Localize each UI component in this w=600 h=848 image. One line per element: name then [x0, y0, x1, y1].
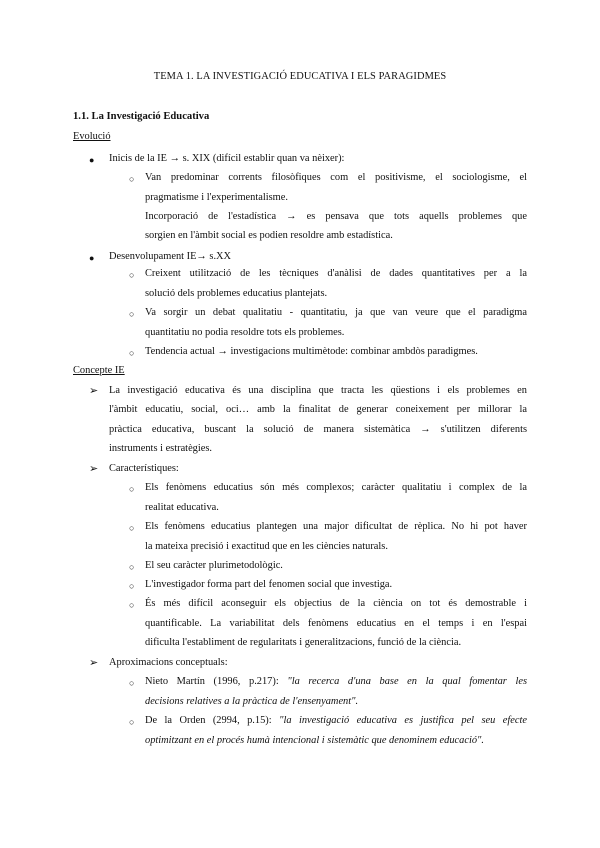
- text-line: pràctica educativa, buscant la solució de manera sistemàtica → s'utilitzen diferents: [109, 424, 527, 435]
- text-line: quantitatiu no podia resoldre tots els problemes.: [145, 327, 345, 338]
- section-heading: 1.1. La Investigació Educativa: [73, 111, 210, 122]
- list-item: Desenvolupament IE→ s.XX: [109, 251, 232, 262]
- evolucio-heading: Evolució: [73, 131, 111, 142]
- text-line: Incorporació de l'estadística → es pensava que tots aquells problemes que: [145, 211, 527, 222]
- text-line: dificulta l'establiment de regularitats i generalitzacions, funció de la ciència.: [145, 637, 462, 648]
- text-line: La investigació educativa és una disciplina que tracta les qüestions i els problemes en: [109, 385, 527, 396]
- text-line: Va sorgir un debat qualitatiu - quantitatiu, ja que van veure que el paradigma: [145, 307, 527, 318]
- circle-marker: ○: [129, 600, 135, 610]
- page-title: TEMA 1. LA INVESTIGACIÓ EDUCATIVA I ELS PARAGIDMES: [153, 71, 447, 82]
- quote-line: [145, 715, 527, 726]
- text-line: solució dels problemes educatius plantejats.: [145, 288, 328, 299]
- circle-marker: ○: [129, 523, 135, 533]
- text-line: Els fenòmens educatius plantegen una major dificultat de rèplica. No hi pot haver: [145, 521, 527, 532]
- concepte-heading: Concepte IE: [73, 365, 125, 376]
- quote-line: [145, 676, 527, 687]
- text-line: Els fenòmens educatius són més complexos; caràcter qualitatiu i complex de la: [145, 482, 527, 493]
- text-line: realitat educativa.: [145, 502, 219, 513]
- text-line: El seu caràcter plurimetodològic.: [145, 560, 283, 571]
- list-item: Aproximacions conceptuals:: [109, 657, 228, 668]
- arrow-marker: ➢: [89, 385, 99, 397]
- citation-author: De la Orden (2994, p.15):: [145, 715, 280, 726]
- circle-marker: ○: [129, 174, 135, 184]
- text-line: pragmatisme i l'experimentalisme.: [145, 192, 288, 203]
- text-line: Van predominar corrents filosòfiques com el positivisme, el sociologisme, el: [145, 172, 527, 183]
- circle-marker: ○: [129, 484, 135, 494]
- text-line: quantificable. La variabilitat dels fenòmens educatius en el temps i en l'espai: [145, 618, 527, 629]
- quote-line: [145, 735, 484, 746]
- text-line: Creixent utilització de les tècniques d'anàlisi de dades quantitatives per a la: [145, 268, 527, 279]
- citation-quote: "la investigació educativa es justifica pel seu efecte: [279, 715, 527, 726]
- list-item: Inicis de la IE → s. XIX (difícil establir quan va nèixer):: [109, 153, 345, 164]
- circle-marker: ○: [129, 309, 135, 319]
- citation-author: Nieto Martín (1996, p.217):: [145, 676, 288, 687]
- text-line: la mateixa precisió i exactitud que en les ciències naturals.: [145, 541, 388, 552]
- circle-marker: ○: [129, 717, 135, 727]
- text-line: És més difícil aconseguir els objectius de la ciència on tot és demostrable i: [145, 598, 527, 609]
- text-line: sorgien en l'àmbit social es podien resoldre amb estadística.: [145, 230, 393, 241]
- arrow-marker: ➢: [89, 657, 99, 669]
- text-line: instruments i estratègies.: [109, 443, 213, 454]
- text-line: L'investigador forma part del fenomen social que investiga.: [145, 579, 393, 590]
- circle-marker: ○: [129, 678, 135, 688]
- bullet-marker: ●: [89, 155, 95, 165]
- circle-marker: ○: [129, 581, 135, 591]
- citation-quote: decisions relatives a la pràctica de l'ensenyament".: [145, 696, 359, 707]
- circle-marker: ○: [129, 348, 135, 358]
- bullet-marker: ●: [89, 253, 95, 263]
- arrow-marker: ➢: [89, 463, 99, 475]
- circle-marker: ○: [129, 270, 135, 280]
- text-line: Tendencia actual → investigacions multimètode: combinar ambdòs paradigmes.: [145, 346, 478, 357]
- citation-quote: "la recerca d'una base en la qual fomentar les: [287, 676, 527, 687]
- quote-line: [145, 696, 358, 707]
- circle-marker: ○: [129, 562, 135, 572]
- citation-quote: optimitzant en el procés humà intencional i sistemàtic que denominem educació".: [145, 735, 485, 746]
- list-item: Característiques:: [109, 463, 179, 474]
- text-line: l'àmbit educatiu, social, oci… amb la finalitat de generar coneixement per millorar la: [109, 404, 527, 415]
